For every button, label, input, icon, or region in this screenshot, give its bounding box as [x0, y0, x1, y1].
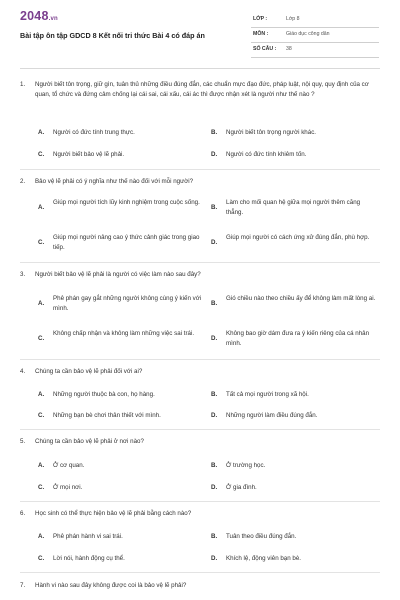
question-text: Chúng ta cần bảo vệ lẽ phải đối với ai?: [35, 368, 143, 375]
info-value: 38: [286, 46, 292, 52]
option-text: Giúp mọi người có cách ứng xử đúng đắn, phù hợp.: [226, 234, 370, 241]
option-letter: D.: [211, 151, 218, 158]
option-letter: C.: [38, 151, 45, 158]
question-number: 5.: [20, 438, 26, 445]
option-letter: A.: [38, 462, 45, 469]
question-4: [20, 367, 382, 377]
option-text: Người có đức tính trung thực.: [53, 129, 135, 136]
option-text: Người có đức tính khiêm tốn.: [226, 151, 307, 158]
option-text: Người biết bảo vệ lẽ phải.: [53, 151, 125, 158]
option-letter: A.: [38, 533, 45, 540]
question-text: Người biết tôn trọng, giữ gìn, tuân thủ những điều đúng đắn, các chuẩn mực đạo đức, pháp luật, nội quy, quy định của cơ quan, tổ chức và đứng cảm chống lại cái sai, cái xấu, cái ác thì được nhận xét là người như thế nào ?: [35, 81, 369, 98]
question-number: 7.: [20, 582, 26, 589]
info-value: Giáo dục công dân: [286, 31, 330, 37]
option-text: Tuân theo điều đúng đắn.: [226, 533, 297, 540]
page-title: Bài tập ôn tập GDCD 8 Kết nối tri thức Bài 4 có đáp án: [20, 31, 205, 40]
option-text: Giúp mọi người tích lũy kinh nghiệm trong cuộc sống.: [53, 199, 200, 206]
option-letter: A.: [38, 300, 45, 307]
option-text: Những bạn bè chơi thân thiết với mình.: [53, 412, 161, 419]
option-letter: A.: [38, 129, 45, 136]
question-6: [20, 509, 382, 519]
question-number: 2.: [20, 178, 26, 185]
option-text: Phê phán hành vi sai trái.: [53, 533, 123, 540]
logo-main: 2048: [20, 9, 49, 23]
question-3: [20, 270, 382, 280]
info-row-count: [251, 43, 379, 58]
option-letter: C.: [38, 239, 45, 246]
question-number: 6.: [20, 510, 26, 517]
option-letter: C.: [38, 335, 45, 342]
info-row-grade: [251, 13, 379, 28]
option-letter: B.: [211, 129, 218, 136]
option-text: Ở gia đình.: [226, 484, 257, 491]
option-text: Ở cơ quan.: [53, 462, 85, 469]
question-separator: [20, 429, 380, 430]
question-1: [20, 80, 382, 100]
option-letter: B.: [211, 533, 218, 540]
option-text: Lời nói, hành động cụ thể.: [53, 555, 125, 562]
question-2: [20, 177, 382, 187]
question-number: 4.: [20, 368, 26, 375]
info-row-subject: [251, 28, 379, 43]
question-number: 3.: [20, 271, 26, 278]
option-letter: C.: [38, 412, 45, 419]
option-text: Những người thuộc bà con, họ hàng.: [53, 391, 155, 398]
info-label: MÔN :: [253, 31, 269, 37]
option-text: Ở mọi nơi.: [53, 484, 83, 491]
question-text: Người biết bảo vệ lẽ phải là người có việc làm nào sau đây?: [35, 271, 201, 278]
info-label: SỐ CÂU :: [253, 46, 277, 52]
option-letter: D.: [211, 412, 218, 419]
question-5: [20, 437, 382, 447]
question-text: Chúng ta cần bảo vệ lẽ phải ở nơi nào?: [35, 438, 144, 445]
question-text: Hành vi nào sau đây không được coi là bảo vệ lẽ phải?: [35, 582, 187, 589]
option-letter: B.: [211, 391, 218, 398]
option-letter: D.: [211, 484, 218, 491]
option-text: Khích lệ, động viên bạn bè.: [226, 555, 301, 562]
option-letter: B.: [211, 204, 218, 211]
option-letter: C.: [38, 484, 45, 491]
question-separator: [20, 572, 380, 573]
option-text: Không chấp nhận và không làm những việc sai trái.: [53, 330, 195, 337]
option-text: Gió chiều nào theo chiều ấy để không làm mất lòng ai.: [226, 295, 376, 302]
option-text: Người biết tôn trọng người khác.: [226, 129, 317, 136]
question-number: 1.: [20, 81, 26, 88]
header-divider: [20, 68, 380, 69]
option-letter: C.: [38, 555, 45, 562]
option-letter: D.: [211, 335, 218, 342]
option-text: Không bao giờ dám đưa ra ý kiến riêng của cá nhân mình.: [226, 330, 370, 347]
site-logo[interactable]: [20, 9, 58, 23]
question-separator: [20, 359, 380, 360]
option-text: Những người làm điều đúng đắn.: [226, 412, 318, 419]
question-7: [20, 581, 382, 591]
option-text: Làm cho mối quan hệ giữa mọi người thêm căng thẳng.: [226, 199, 361, 216]
question-separator: [20, 169, 380, 170]
option-text: Ở trường học.: [226, 462, 266, 469]
option-letter: B.: [211, 462, 218, 469]
question-separator: [20, 501, 380, 502]
info-table: [251, 13, 379, 58]
option-text: Phê phán gay gắt những người không cùng ý kiến với mình.: [53, 295, 202, 312]
question-separator: [20, 262, 380, 263]
option-letter: D.: [211, 555, 218, 562]
header: [0, 0, 400, 68]
option-letter: A.: [38, 391, 45, 398]
option-letter: D.: [211, 239, 218, 246]
option-letter: B.: [211, 300, 218, 307]
option-text: Tất cả mọi người trong xã hội.: [226, 391, 309, 398]
info-value: Lớp 8: [286, 16, 300, 22]
logo-sub: .vn: [48, 16, 58, 22]
option-text: Giúp mọi người nâng cao ý thức cảnh giác trong giao tiếp.: [53, 234, 200, 251]
info-label: LỚP :: [253, 16, 268, 22]
option-letter: A.: [38, 204, 45, 211]
question-text: Học sinh có thể thực hiện bảo vệ lẽ phải bằng cách nào?: [35, 510, 192, 517]
question-text: Bảo vệ lẽ phải có ý nghĩa như thế nào đối với mỗi người?: [35, 178, 194, 185]
